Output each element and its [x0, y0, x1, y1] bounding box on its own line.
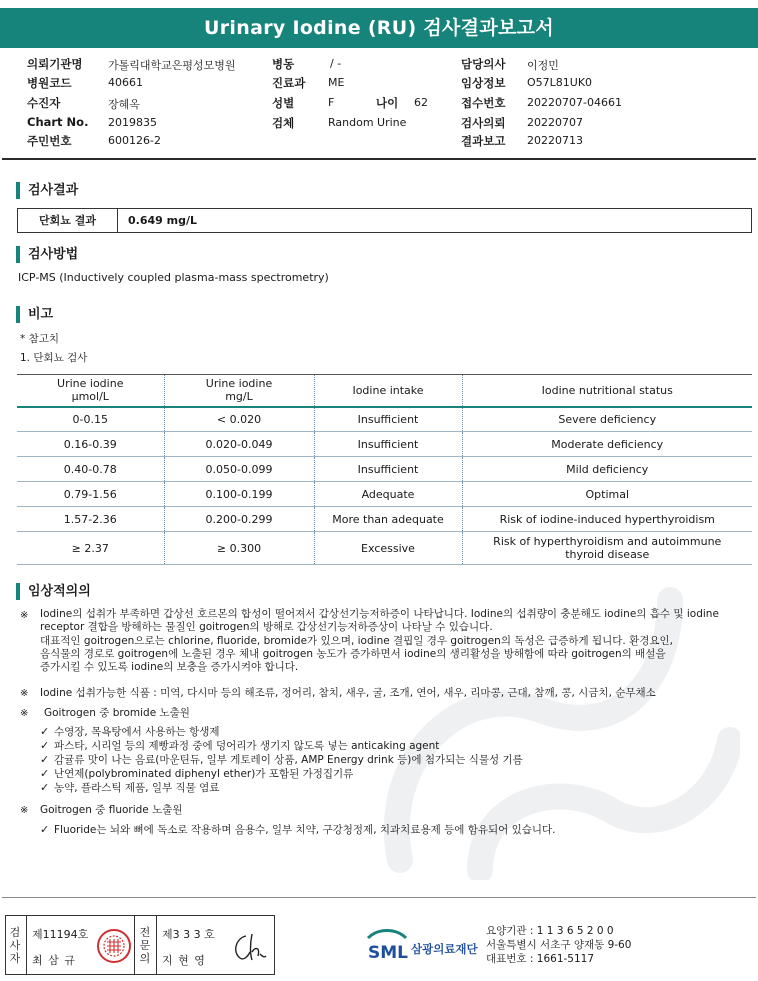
- info-label: 나이: [376, 96, 399, 110]
- organization-name: 삼광의료재단: [411, 942, 478, 956]
- info-value: 2019835: [108, 116, 157, 129]
- column-header-line: Urine iodine: [205, 377, 273, 391]
- fluoride-item: Fluoride는 뇌와 뼈에 독소로 작용하며 음용수, 일부 치약, 구강청정제, 치과치료용제 등에 함유되어 있습니다.: [54, 824, 556, 836]
- table-cell: Severe deficiency: [462, 407, 752, 432]
- clinical-line: 음식물의 경로로 goitrogen에 노출된 경우 체내 goitrogen 농도가 증가하면서 iodine의 생리활성을 방해함에 따라 goitrogen의 배설을: [40, 647, 666, 660]
- report-footer: [0, 910, 758, 980]
- reference-subtitle: 1. 단회뇨 검사: [20, 352, 88, 364]
- info-label: 주민번호: [27, 134, 72, 148]
- clinical-line: 대표적인 goitrogen으로는 chlorine, fluoride, bromide가 있으며, iodine 결핍일 경우 goitrogen의 독성은 급증하게 됩니다. 환경요인,: [40, 634, 673, 647]
- table-cell: 0.050-0.099: [164, 457, 314, 482]
- specialist-vertical-label: [136, 926, 154, 965]
- result-value: 0.649 mg/L: [128, 214, 197, 227]
- check-icon: ✓: [40, 823, 50, 836]
- table-cell: 0.40-0.78: [17, 457, 164, 482]
- specialist-name: 지 현 영: [162, 954, 206, 967]
- info-value: 20220707: [527, 116, 583, 129]
- section-heading-remarks: 비고: [16, 306, 53, 323]
- fluoride-title: Goitrogen 중 fluoride 노출원: [40, 804, 183, 816]
- table-row: [17, 457, 752, 482]
- table-cell: 0-0.15: [17, 407, 164, 432]
- sml-logo-icon: [366, 928, 408, 962]
- table-cell: ≥ 2.37: [17, 532, 164, 565]
- divider: [156, 916, 157, 974]
- column-header-unit: mg/L: [225, 390, 253, 404]
- seal-stamp-icon: [96, 928, 132, 964]
- info-value: 20220713: [527, 134, 583, 147]
- table-cell: 0.200-0.299: [164, 507, 314, 532]
- info-label: 진료과: [272, 76, 306, 90]
- info-value: 장혜옥: [108, 98, 140, 111]
- bromide-title: Goitrogen 중 bromide 노출원: [44, 707, 190, 719]
- bromide-item: 감귤류 맛이 나는 음료(마운틴듀, 일부 게토레이 상품, AMP Energy drink 등)에 첨가되는 식물성 기름: [54, 754, 523, 766]
- vertical-char: 사: [9, 939, 21, 952]
- bromide-item: 파스타, 시리얼 등의 제빵과정 중에 덩어리가 생기지 않도록 넣는 anticaking agent: [54, 740, 440, 752]
- reference-title: * 참고치: [20, 333, 60, 345]
- table-cell: Insufficient: [314, 457, 462, 482]
- table-row: [17, 507, 752, 532]
- table-header-row: [17, 375, 752, 407]
- table-cell: Insufficient: [314, 407, 462, 432]
- reference-mark: ※: [20, 708, 29, 719]
- table-cell: Mild deficiency: [462, 457, 752, 482]
- table-cell: 0.16-0.39: [17, 432, 164, 457]
- info-label: 검체: [272, 116, 295, 130]
- column-header: Iodine nutritional status: [462, 375, 752, 407]
- table-cell: 1.57-2.36: [17, 507, 164, 532]
- info-value: O57L81UK0: [527, 76, 593, 89]
- reference-table: [17, 374, 752, 565]
- info-label: 성별: [272, 96, 295, 110]
- iodine-foods: Iodine 섭취가능한 식품 : 미역, 다시마 등의 해조류, 정어리, 참치, 새우, 굴, 조개, 연어, 새우, 리마콩, 근대, 참깨, 콩, 시금치, 순무채소: [40, 687, 656, 699]
- clinical-paragraph: [40, 608, 719, 674]
- info-label: Chart No.: [27, 115, 89, 129]
- reference-mark: ※: [20, 610, 29, 621]
- result-box: [17, 208, 752, 233]
- info-value: 가톨릭대학교은평성모병원: [108, 59, 236, 72]
- signature-icon: [228, 930, 268, 966]
- vertical-char: 의: [139, 952, 151, 965]
- info-value: 62: [414, 96, 428, 109]
- table-cell: 0.100-0.199: [164, 482, 314, 507]
- info-value: Random Urine: [328, 116, 407, 129]
- info-label: 결과보고: [461, 134, 506, 148]
- examiner-name: 최 삼 규: [32, 954, 76, 967]
- table-cell: Insufficient: [314, 432, 462, 457]
- signature-box: [5, 915, 275, 975]
- info-label: 임상정보: [461, 76, 506, 90]
- examiner-license-no: 제11194호: [32, 928, 89, 941]
- footer-divider: [2, 897, 756, 898]
- clinical-line: 증가시킬 수 있도록 iodine의 보충을 증가시켜야 합니다.: [40, 661, 299, 674]
- vertical-char: 전: [139, 926, 151, 939]
- result-label: 단회뇨 결과: [18, 209, 118, 232]
- divider: [26, 916, 27, 974]
- table-cell: Optimal: [462, 482, 752, 507]
- org-info-line: 서울특별시 서초구 양재동 9-60: [486, 939, 632, 951]
- bromide-item: 농약, 플라스틱 제품, 일부 직물 염료: [54, 782, 220, 794]
- info-value: 이정민: [527, 59, 559, 72]
- check-icon: ✓: [40, 739, 50, 752]
- column-header: Iodine intake: [314, 375, 462, 407]
- header-divider: [2, 158, 756, 160]
- reference-mark: ※: [20, 688, 29, 699]
- table-row: [17, 407, 752, 432]
- info-value: 600126-2: [108, 134, 161, 147]
- table-cell: ≥ 0.300: [164, 532, 314, 565]
- check-icon: ✓: [40, 725, 50, 738]
- check-icon: ✓: [40, 781, 50, 794]
- info-label: 병원코드: [27, 76, 72, 90]
- table-cell: < 0.020: [164, 407, 314, 432]
- check-icon: ✓: [40, 753, 50, 766]
- info-label: 접수번호: [461, 96, 506, 110]
- section-heading-method: 검사방법: [16, 246, 78, 263]
- org-info-line: 대표번호 : 1661-5117: [486, 953, 595, 965]
- info-value: ME: [328, 76, 345, 89]
- table-cell: Risk of iodine-induced hyperthyroidism: [462, 507, 752, 532]
- info-value: / -: [330, 57, 342, 70]
- examiner-vertical-label: [6, 926, 24, 965]
- column-header: [164, 375, 314, 407]
- info-label: 검사의뢰: [461, 116, 506, 130]
- table-cell: More than adequate: [314, 507, 462, 532]
- column-header-unit: μmol/L: [71, 390, 109, 404]
- clinical-line: Iodine의 섭취가 부족하면 갑상선 호르몬의 합성이 떨어져서 갑상선기능저하증이 나타납니다. Iodine의 섭취량이 충분해도 iodine의 흡수 및 iodine: [40, 608, 719, 620]
- svg-text:SML: SML: [368, 943, 408, 962]
- vertical-char: 자: [9, 952, 21, 965]
- method-text: ICP-MS (Inductively coupled plasma-mass spectrometry): [18, 271, 329, 284]
- info-label: 수진자: [27, 96, 61, 110]
- table-cell: Moderate deficiency: [462, 432, 752, 457]
- table-row: [17, 432, 752, 457]
- table-cell: 0.020-0.049: [164, 432, 314, 457]
- section-heading-result: 검사결과: [16, 182, 78, 199]
- vertical-char: 검: [9, 926, 21, 939]
- bromide-item: 난연제(polybrominated diphenyl ether)가 포함된 가정집기류: [54, 768, 354, 780]
- org-info-line: 요양기관 : 1 1 3 6 5 2 0 0: [486, 925, 614, 937]
- table-row: [17, 482, 752, 507]
- section-heading-clinical: 임상적의의: [16, 583, 91, 600]
- info-label: 병동: [272, 57, 295, 71]
- column-header-line: Urine iodine: [57, 377, 124, 391]
- vertical-char: 문: [139, 939, 151, 952]
- info-value: 20220707-04661: [527, 96, 622, 109]
- table-cell: 0.79-1.56: [17, 482, 164, 507]
- info-value: F: [328, 96, 335, 109]
- column-header: [17, 375, 164, 407]
- info-label: 의뢰기관명: [27, 57, 83, 71]
- table-cell: Excessive: [314, 532, 462, 565]
- info-label: 담당의사: [461, 57, 506, 71]
- organization-info: [486, 924, 631, 966]
- reference-mark: ※: [20, 805, 29, 816]
- info-value: 40661: [108, 76, 143, 89]
- table-cell: Adequate: [314, 482, 462, 507]
- table-cell: Risk of hyperthyroidism and autoimmune thyroid disease: [462, 532, 752, 565]
- report-title: Urinary Iodine (RU) 검사결과보고서: [0, 8, 758, 48]
- clinical-line: receptor 결합을 방해하는 물질인 goitrogen의 방해로 갑상선기능저하증상이 나타날 수 있습니다.: [40, 621, 493, 634]
- specialist-license-no: 제3 3 3 호: [162, 928, 215, 941]
- bromide-item: 수영장, 목욕탕에서 사용하는 항생제: [54, 726, 220, 738]
- check-icon: ✓: [40, 767, 50, 780]
- divider: [134, 916, 135, 974]
